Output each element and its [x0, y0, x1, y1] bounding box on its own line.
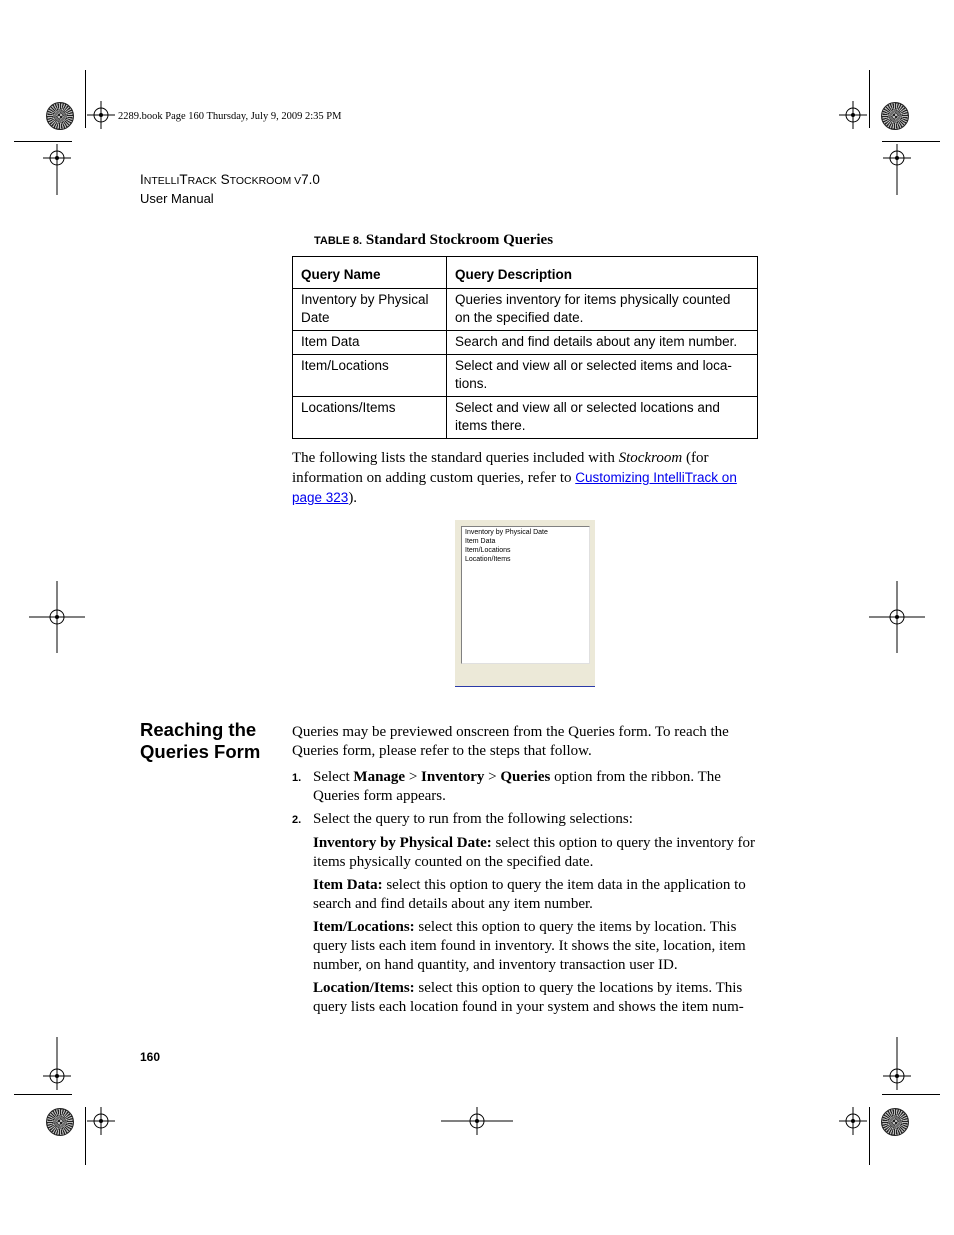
table-row [293, 397, 758, 439]
table-title: Standard Stockroom Queries [365, 232, 554, 248]
screenshot-bottom-rule [455, 686, 595, 687]
option-inventory-by-physical-date: Inventory by Physical Date: select this option to query the inventory for items physically counted on the specified date. [313, 835, 756, 870]
table-cell: Queries inventory for items physically counted on the specified date. [447, 289, 758, 331]
table-label: TABLE 8. [314, 235, 363, 247]
color-target-bottom-left [46, 1108, 74, 1136]
section-intro: Queries may be previewed onscreen from the Queries form. To reach the Queries form, please refer to the steps that follow. [292, 724, 729, 759]
running-head [140, 171, 320, 207]
table-row [293, 355, 758, 397]
list-item[interactable]: Item Data [465, 538, 496, 545]
list-item[interactable]: Item/Locations [465, 547, 511, 554]
running-head-subtitle: User Manual [140, 191, 214, 206]
queries-list-screenshot [455, 520, 595, 687]
table-cell: Item Data [293, 331, 447, 355]
table-cell: Select and view all or selected items and loca-tions. [447, 355, 758, 397]
section-heading: Reaching the Queries Form [140, 719, 261, 762]
color-target-bottom-right [881, 1108, 909, 1136]
table-header-row [293, 257, 758, 289]
step-1: Select Manage > Inventory > Queries option from the ribbon. The Queries form appears. [313, 769, 721, 804]
step-2: Select the query to run from the following selections: [313, 811, 633, 827]
table-row [293, 331, 758, 355]
column-header: Query Description [447, 257, 758, 289]
queries-table [292, 256, 758, 439]
table-cell: Select and view all or selected locations and items there. [447, 397, 758, 439]
option-item-data: Item Data: select this option to query the item data in the application to search and find details about any item number. [313, 877, 746, 912]
table-cell: Locations/Items [293, 397, 447, 439]
table-cell: Inventory by Physical Date [293, 289, 447, 331]
queries-listbox[interactable] [461, 526, 590, 664]
step-number: 1. [292, 772, 302, 784]
option-location-items: Location/Items: select this option to query the locations by items. This query lists each location found in your system and shows the item num- [313, 980, 744, 1015]
list-item[interactable]: Inventory by Physical Date [465, 529, 548, 536]
step-number: 2. [292, 814, 302, 826]
table-row [293, 289, 758, 331]
page-number: 160 [140, 1050, 161, 1064]
color-target-top-right [881, 102, 909, 130]
cross-reference-link[interactable]: Customizing IntelliTrack on page 323 [292, 470, 737, 505]
table-cell: Search and find details about any item number. [447, 331, 758, 355]
print-slug: 2289.book Page 160 Thursday, July 9, 2009 2:35 PM [118, 111, 342, 122]
running-head-title: INTELLITRACK STOCKROOM V7.0 [140, 172, 320, 187]
table-caption [314, 232, 553, 249]
column-header: Query Name [293, 257, 447, 289]
list-item[interactable]: Location/Items [465, 556, 511, 563]
option-item-locations: Item/Locations: select this option to query the items by location. This query lists each item found in inventory. It shows the site, location, item number, on hand quantity, and inventory transaction user ID. [313, 919, 746, 973]
table-cell: Item/Locations [293, 355, 447, 397]
color-target-top-left [46, 102, 74, 130]
intro-paragraph: The following lists the standard queries included with Stockroom (for information on adding custom queries, refer to Customizing IntelliTrack on page 323). [292, 450, 737, 506]
